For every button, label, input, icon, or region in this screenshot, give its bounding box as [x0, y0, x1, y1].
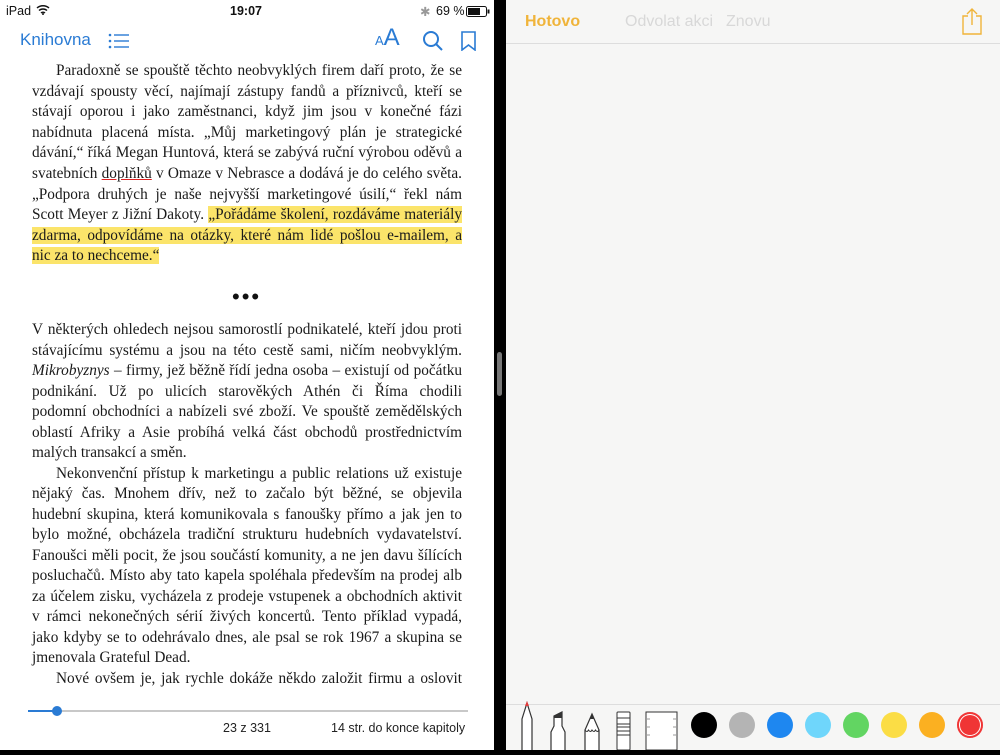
text-line	[32, 587, 462, 607]
text-segment: jako kdyby se to odehrávalo dnes, ale psal se rok 1967 a skupina se	[32, 628, 462, 646]
ruler-tool-icon[interactable]	[645, 711, 679, 755]
color-swatch[interactable]	[729, 712, 755, 738]
text-line	[32, 320, 462, 340]
font-large-glyph: A	[383, 24, 400, 51]
redo-button[interactable]: Znovu	[726, 13, 771, 30]
battery-icon	[466, 6, 490, 20]
color-swatch[interactable]	[881, 712, 907, 738]
text-line	[32, 443, 462, 463]
carrier-label: iPad	[6, 4, 32, 18]
library-button[interactable]: Knihovna	[20, 30, 91, 49]
text-line	[32, 566, 462, 586]
font-small-glyph: A	[375, 33, 384, 48]
text-segment: jmenovala Grateful Dead.	[32, 649, 191, 666]
text-line	[32, 423, 462, 443]
text-line	[32, 546, 462, 566]
color-swatch[interactable]	[805, 712, 831, 738]
text-segment: stávajícímu systému a jsou na této cestě sami, ničím neobvyklým.	[32, 341, 462, 359]
highlighted-text: nic za to nechceme.“	[32, 247, 160, 265]
text-segment: – firmy, jež běžně řídí jedna osoba – existují od počátku	[109, 362, 462, 379]
text-segment: v rámci nekonečných sérií živých koncertů. Tento příklad vypadá,	[32, 608, 462, 625]
clock: 19:07	[230, 4, 262, 18]
text-segment: vzdávají spousty věcí, najímají zástupy fandů a příznivců, kteří se	[32, 82, 462, 100]
text-line	[32, 205, 462, 225]
font-size-button[interactable]	[375, 24, 400, 52]
text-line	[56, 464, 462, 484]
text-line	[32, 102, 462, 122]
eraser-tool-icon[interactable]	[616, 711, 632, 755]
italic-text: Mikrobyznys	[32, 362, 110, 379]
text-segment: Scott Meyer z Jižní Dakoty.	[32, 206, 209, 224]
table-of-contents-icon[interactable]	[108, 33, 130, 54]
text-segment: Fanoušci měli pocit, že jsou součástí komunity, a ne jen davu šílících	[32, 546, 462, 564]
color-swatch[interactable]	[767, 712, 793, 738]
marker-tool-icon[interactable]	[548, 710, 570, 755]
text-line	[32, 226, 462, 246]
page-indicator: 23 z 331	[223, 721, 271, 735]
text-line	[56, 669, 462, 689]
color-swatch[interactable]	[691, 712, 717, 738]
color-swatch[interactable]	[957, 712, 983, 738]
text-line	[32, 143, 462, 163]
text-line	[32, 164, 462, 184]
text-line	[32, 648, 462, 668]
share-icon[interactable]	[961, 7, 983, 40]
text-line	[32, 607, 462, 627]
text-segment: nějaký čas. Mnohem dřív, než to začalo být běžné, se objevila	[32, 485, 462, 502]
text-segment: malých transakcí a směn.	[32, 444, 187, 461]
text-line	[32, 628, 462, 648]
text-line	[32, 402, 462, 422]
page-slider-knob[interactable]	[52, 706, 62, 716]
sketch-toolbar	[506, 0, 1000, 44]
text-segment: stávají oporou i jako zaměstnanci, když jim jsou v konečné fázi	[32, 103, 462, 121]
color-swatch[interactable]	[919, 712, 945, 738]
text-segment: v Omaze v Nebrasce a dodává je do celého světa.	[151, 165, 462, 182]
page-slider[interactable]	[28, 710, 468, 712]
undo-button[interactable]: Odvolat akci	[625, 13, 714, 30]
wifi-icon	[36, 4, 50, 18]
text-segment: oblastí Afriky a Asie probíhá velká část obchodů prostřednictvím	[32, 423, 462, 441]
color-swatch[interactable]	[843, 712, 869, 738]
text-line	[32, 123, 462, 143]
text-line	[32, 525, 462, 545]
text-segment: hudební skupina, která komunikovala s fanoušky přímo a jak jen to	[32, 505, 462, 523]
text-line	[32, 505, 462, 525]
text-line	[32, 484, 462, 504]
text-segment: bylo možné, obcházela tradiční strukturu hudebních vydavatelství.	[32, 526, 462, 543]
text-segment: Nové ovšem je, jak rychle dokáže někdo založit firmu a oslovit	[56, 669, 462, 687]
text-segment: Paradoxně se spouště těchto neobvyklých firem daří proto, že se	[56, 62, 462, 79]
text-segment: za účelem zisku, vycházela z prodeje vstupenek a obchodních aktivit	[32, 587, 462, 605]
underlined-word: doplňků	[101, 165, 152, 182]
bookmark-icon[interactable]	[461, 31, 477, 56]
text-line	[32, 341, 462, 361]
bluetooth-icon: ✱	[420, 5, 431, 19]
text-segment: Nekonvenční přístup k marketingu a public relations už existuje	[56, 464, 462, 482]
text-segment: V některých ohledech nejsou samorostlí podnikatelé, kteří jdou proti	[32, 321, 462, 338]
highlighted-text: zdarma, odpovídáme na otázky, které nám lidé pošlou e-mailem, a	[32, 226, 462, 244]
split-view-handle[interactable]	[497, 352, 502, 396]
pencil-tool-icon[interactable]	[582, 712, 602, 755]
ibooks-pane	[0, 0, 494, 750]
text-segment: svatebních	[32, 165, 102, 182]
text-line	[32, 246, 462, 266]
text-segment: podnikání. Už po ulicích starověkých Athén či Říma chodili	[32, 382, 462, 400]
search-icon[interactable]	[422, 30, 444, 57]
text-line	[32, 82, 462, 102]
text-segment: nabídnuta placená místa. „Můj marketingový plán je strategické	[32, 123, 462, 141]
notes-sketch-pane	[506, 0, 1000, 750]
battery-label: 69 %	[436, 4, 465, 18]
text-line	[32, 382, 462, 402]
text-segment: dávání,“ říká Megan Huntová, která se zabývá ruční výrobou oděvů a	[32, 144, 462, 162]
text-line	[56, 61, 462, 81]
text-segment: „Podpora druhých je naše nejvyšší marketingové úsilí,“ řekl nám	[32, 185, 462, 203]
pages-left-label: 14 str. do konce kapitoly	[331, 721, 466, 735]
text-segment: posluchačů. Místo aby tato kapela spoléhala především na prodej alb	[32, 567, 462, 584]
text-line	[32, 361, 462, 381]
text-segment: podomní obchodníci a nabízeli své zboží. Ve spouště zemědělských	[32, 403, 462, 420]
pen-tool-icon[interactable]	[516, 697, 538, 755]
highlighted-text: „Pořádáme školení, rozdáváme materiály	[208, 206, 462, 224]
done-button[interactable]: Hotovo	[525, 13, 581, 30]
text-line	[32, 185, 462, 205]
section-separator: •••	[232, 284, 262, 309]
